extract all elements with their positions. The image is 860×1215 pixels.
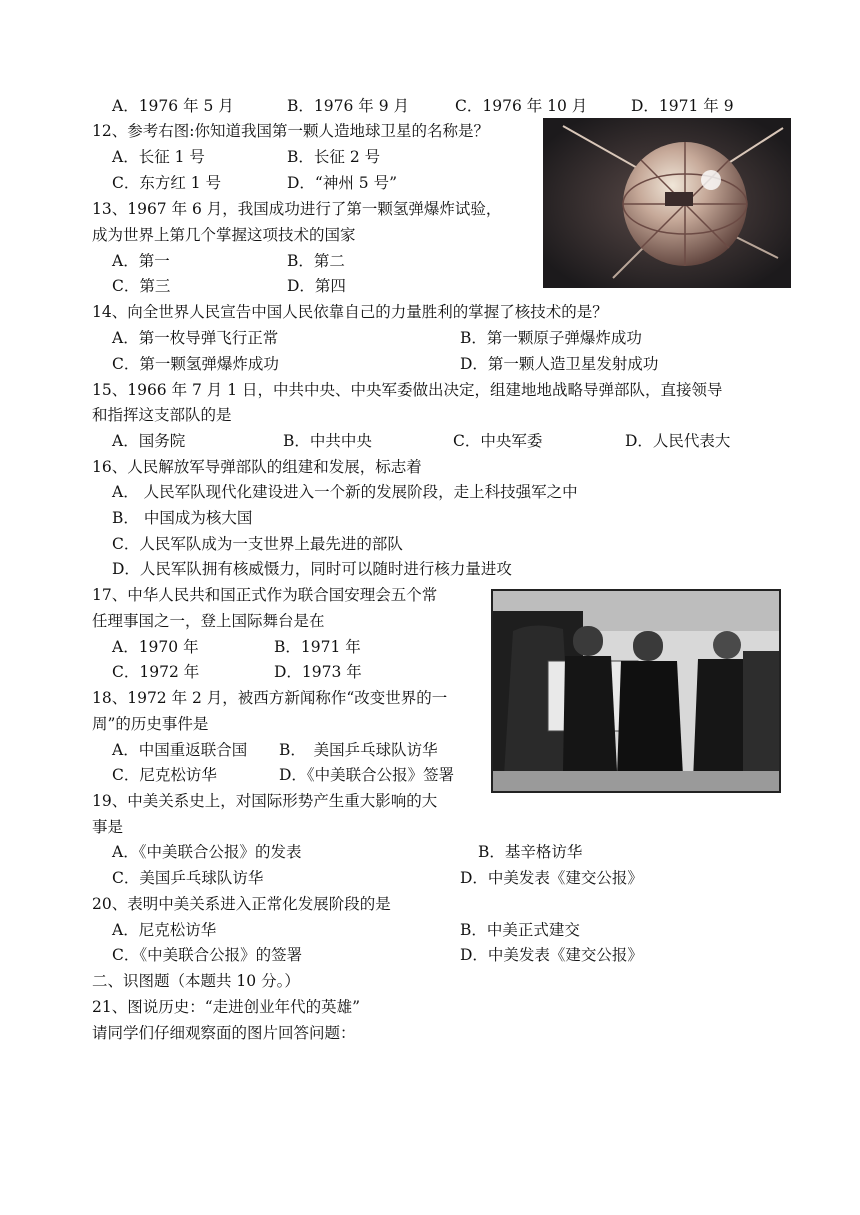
q18-option-d: D．《中美联合公报》签署: [279, 766, 455, 784]
q15-stem-line1: 15、1966 年 7 月 1 日，中共中央、中央军委做出决定，组建地地战略导弹部队，直接领导: [92, 381, 723, 399]
q15-option-a: A．国务院: [112, 432, 186, 450]
q12-option-d: D．“神州 5 号”: [287, 174, 397, 192]
handshake-illustration: [493, 591, 779, 791]
q13-stem-line2: 成为世界上第几个掌握这项技术的国家: [92, 226, 356, 244]
q17-option-a: A．1970 年: [112, 638, 199, 656]
q16-option-b: B． 中国成为核大国: [112, 509, 253, 527]
q21-stem-line1: 21、图说历史：“走进创业年代的英雄”: [92, 998, 361, 1016]
q18-option-c: C．尼克松访华: [112, 766, 217, 784]
q13-option-c: C．第三: [112, 277, 171, 295]
q17-stem-line1: 17、中华人民共和国正式作为联合国安理会五个常: [92, 586, 438, 604]
section2-heading: 二、识图题（本题共 10 分。）: [92, 972, 300, 990]
q20-option-b: B．中美正式建交: [460, 921, 580, 939]
q16-option-d: D．人民军队拥有核威慑力，同时可以随时进行核力量进攻: [112, 560, 512, 578]
q12-option-b: B．长征 2 号: [287, 148, 381, 166]
q18-stem-line1: 18、1972 年 2 月，被西方新闻称作“改变世界的一: [92, 689, 448, 707]
q14-stem: 14、向全世界人民宣告中国人民依靠自己的力量胜利的掌握了核技术的是？: [92, 303, 608, 321]
q19-option-b: B．基辛格访华: [478, 843, 583, 861]
q11-option-a: A．1976 年 5 月: [112, 97, 234, 115]
q11-option-d: D．1971 年 9: [631, 97, 734, 115]
q18-option-a: A．中国重返联合国: [112, 741, 248, 759]
satellite-photo: [543, 118, 791, 288]
q21-stem-line2: 请同学们仔细观察面的图片回答问题：: [92, 1024, 356, 1042]
q16-option-a: A． 人民军队现代化建设进入一个新的发展阶段，走上科技强军之中: [112, 483, 578, 501]
q16-stem: 16、人民解放军导弹部队的组建和发展，标志着: [92, 458, 422, 476]
q18-option-b: B． 美国乒乓球队访华: [279, 741, 438, 759]
q19-option-c: C．美国乒乓球队访华: [112, 869, 264, 887]
q20-option-d: D．中美发表《建交公报》: [460, 946, 643, 964]
q14-option-c: C．第一颗氢弹爆炸成功: [112, 355, 279, 373]
q15-option-d: D．人民代表大: [625, 432, 731, 450]
q14-option-d: D．第一颗人造卫星发射成功: [460, 355, 659, 373]
q17-option-b: B．1971 年: [274, 638, 361, 656]
q20-option-a: A．尼克松访华: [112, 921, 217, 939]
q20-option-c: C．《中美联合公报》的签署: [112, 946, 303, 964]
q17-option-c: C．1972 年: [112, 663, 200, 681]
q11-option-c: C．1976 年 10 月: [455, 97, 588, 115]
q17-option-d: D．1973 年: [274, 663, 362, 681]
q13-option-a: A．第一: [112, 252, 170, 270]
q13-option-d: D．第四: [287, 277, 346, 295]
q14-option-b: B．第一颗原子弹爆炸成功: [460, 329, 642, 347]
q19-option-a: A．《中美联合公报》的发表: [112, 843, 302, 861]
q14-option-a: A．第一枚导弹飞行正常: [112, 329, 279, 347]
satellite-illustration: [543, 118, 791, 288]
q16-option-c: C．人民军队成为一支世界上最先进的部队: [112, 535, 403, 553]
q19-option-d: D．中美发表《建交公报》: [460, 869, 643, 887]
q17-stem-line2: 任理事国之一，登上国际舞台是在: [92, 612, 325, 630]
q15-stem-line2: 和指挥这支部队的是: [92, 406, 232, 424]
q19-stem-line2: 事是: [92, 818, 124, 836]
q18-stem-line2: 周”的历史事件是: [92, 715, 209, 733]
q15-option-b: B．中共中央: [283, 432, 372, 450]
q11-option-b: B．1976 年 9 月: [287, 97, 409, 115]
q15-option-c: C．中央军委: [453, 432, 543, 450]
nixon-visit-photo: [491, 589, 781, 793]
q13-stem-line1: 13、1967 年 6 月，我国成功进行了第一颗氢弹爆炸试验，: [92, 200, 502, 218]
q19-stem-line1: 19、中美关系史上，对国际形势产生重大影响的大: [92, 792, 438, 810]
q20-stem: 20、表明中美关系进入正常化发展阶段的是: [92, 895, 391, 913]
q12-stem: 12、参考右图:你知道我国第一颗人造地球卫星的名称是？: [92, 122, 489, 140]
q13-option-b: B．第二: [287, 252, 345, 270]
q12-option-a: A．长征 1 号: [112, 148, 205, 166]
q12-option-c: C．东方红 1 号: [112, 174, 222, 192]
